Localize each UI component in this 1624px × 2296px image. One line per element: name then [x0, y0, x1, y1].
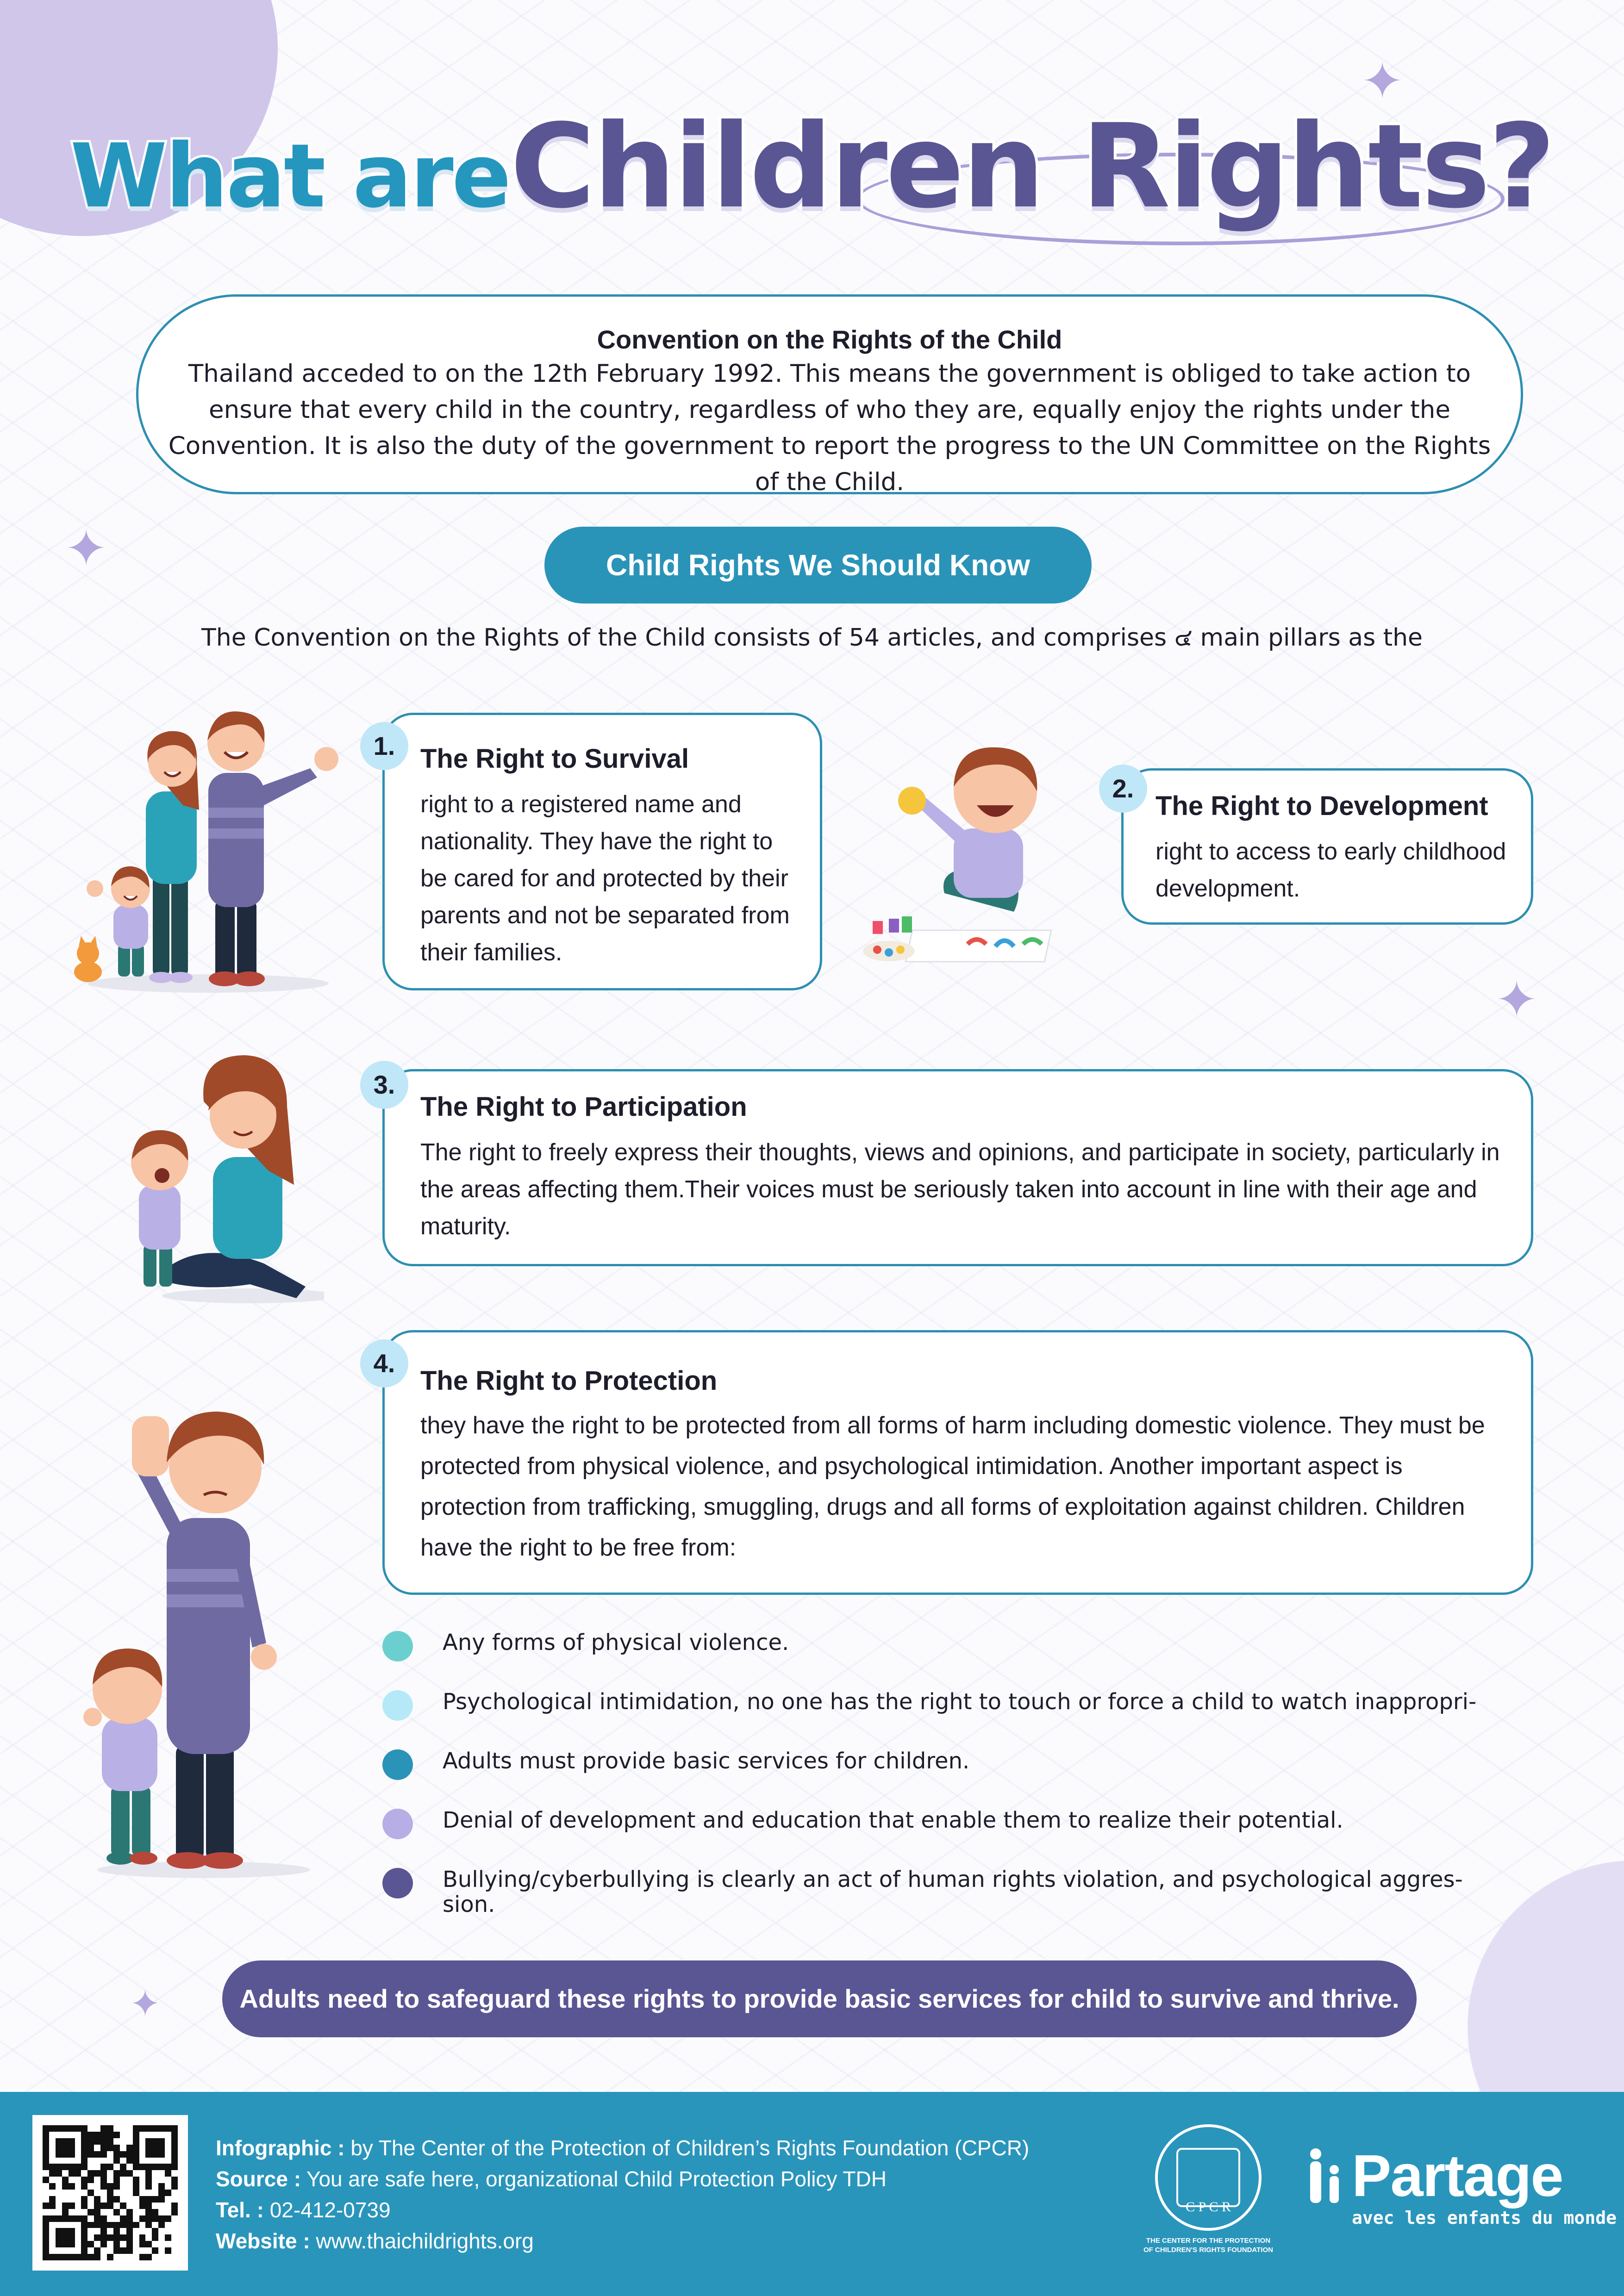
- right-number-4: 4.: [360, 1339, 408, 1388]
- partage-tagline: avec les enfants du monde: [1352, 2208, 1617, 2228]
- bullet-dot: [382, 1868, 413, 1898]
- right-number-3: 3.: [360, 1061, 408, 1109]
- sparkle-icon: ✦: [1361, 51, 1404, 111]
- right-number-2: 2.: [1099, 765, 1147, 813]
- right-number-1: 1.: [360, 722, 408, 770]
- title-part-1: What are: [70, 125, 510, 227]
- footer-label: Source :: [216, 2167, 301, 2191]
- right-text-survival: right to a registered name and nationality. They have the right to be cared for and protected by their parents and not be separated from their families.: [420, 791, 790, 966]
- footer-label: Website :: [216, 2229, 310, 2253]
- partage-name: Partage: [1352, 2143, 1563, 2209]
- right-text-participation: The right to freely express their thoughts, views and opinions, and participate in society, particularly in the areas affecting them.Their voices must be seriously taken into account in line with their age and maturity.: [420, 1139, 1500, 1240]
- section-intro: The Convention on the Rights of the Child consists of 54 articles, and comprises ๔ main pillars as the: [201, 624, 1423, 652]
- cpcr-emblem: [1155, 2124, 1262, 2231]
- title-part-2: Children Rights?: [510, 99, 1554, 234]
- list-item: [382, 1689, 1498, 1748]
- footer-website-line: [216, 2226, 1142, 2257]
- footer-label: Tel. :: [216, 2198, 264, 2222]
- list-item-text: Adults must provide basic services for children.: [443, 1748, 970, 1774]
- list-item-text: Bullying/cyberbullying is clearly an act of human rights violation, and psychological aggres-sion.: [443, 1867, 1463, 1917]
- convention-box: [136, 294, 1523, 494]
- sparkle-icon: ✦: [65, 519, 108, 578]
- bullet-dot: [382, 1690, 413, 1721]
- cpcr-caption-line: OF CHILDREN'S RIGHTS FOUNDATION: [1143, 2246, 1273, 2254]
- list-item-text: Denial of development and education that enable them to realize their potential.: [443, 1807, 1343, 1833]
- bullet-dot: [382, 1749, 413, 1780]
- list-item-text: Any forms of physical violence.: [443, 1630, 789, 1655]
- protection-illustration: [83, 1384, 324, 1879]
- protection-list: [382, 1630, 1498, 1926]
- list-item: [382, 1630, 1498, 1689]
- child-painting-illustration: [861, 736, 1111, 967]
- right-text-development: right to access to early childhood development.: [1156, 838, 1506, 902]
- list-item: [382, 1808, 1498, 1867]
- right-title-development: The Right to Development: [1156, 791, 1488, 821]
- bullet-dot: [382, 1809, 413, 1839]
- footer-value: by The Center of the Protection of Children’s Rights Foundation (CPCR): [344, 2136, 1030, 2160]
- section-pill: Child Rights We Should Know: [544, 527, 1092, 604]
- cpcr-caption-line: THE CENTER FOR THE PROTECTION: [1146, 2237, 1271, 2245]
- footer-value: 02-412-0739: [263, 2198, 391, 2222]
- family-illustration: [69, 694, 347, 995]
- qr-code-icon[interactable]: [32, 2115, 188, 2271]
- footer-tel-line: [216, 2195, 1142, 2226]
- right-text-protection: they have the right to be protected from all forms of harm including domestic violence. They must be protected from physical violence, and psychological intimidation. Another important aspect is protection from trafficking, smuggling, drugs and all forms of exploitation against children. Children have the right to be free from:: [420, 1412, 1485, 1561]
- sparkle-icon: ✦: [130, 1982, 161, 2025]
- cpcr-abbreviation: C P C R: [1185, 2199, 1231, 2215]
- cpcr-logo-icon: [1143, 2124, 1273, 2255]
- footer-label: Infographic :: [216, 2136, 345, 2160]
- footer-source-line: [216, 2164, 1142, 2195]
- closing-banner: Adults need to safeguard these rights to provide basic services for child to survive and thrive.: [222, 1960, 1417, 2037]
- convention-heading: Convention on the Rights of the Child: [597, 325, 1062, 354]
- footer-info: [216, 2133, 1142, 2257]
- footer-website-link[interactable]: www.thaichildrights.org: [310, 2229, 534, 2253]
- right-title-participation: The Right to Participation: [420, 1092, 747, 1122]
- footer-infographic-line: [216, 2133, 1142, 2164]
- bullet-dot: [382, 1631, 413, 1661]
- family-figure-icon: [1305, 2146, 1352, 2206]
- list-item: [382, 1748, 1498, 1808]
- right-title-survival: The Right to Survival: [420, 744, 689, 774]
- list-item: [382, 1867, 1498, 1926]
- qr-code-pattern: [43, 2125, 178, 2260]
- mother-child-illustration: [111, 1046, 324, 1305]
- right-title-protection: The Right to Protection: [420, 1366, 718, 1396]
- list-item-text: Psychological intimidation, no one has the right to touch or force a child to watch inappropri-: [443, 1689, 1477, 1715]
- convention-text: Thailand acceded to on the 12th February 1992. This means the government is obliged to take action to ensure that every child in the country, regardless of who they are, equally enjoy the rights under the Convention. It is also the duty of the government to report the progress to the UN Committee on the Rights of the Child.: [168, 360, 1491, 496]
- partage-logo-icon: [1305, 2143, 1617, 2228]
- sparkle-icon: ✦: [1495, 970, 1538, 1029]
- footer-value: You are safe here, organizational Child Protection Policy TDH: [301, 2167, 887, 2191]
- page-title: [0, 99, 1624, 234]
- cpcr-caption: [1143, 2236, 1273, 2255]
